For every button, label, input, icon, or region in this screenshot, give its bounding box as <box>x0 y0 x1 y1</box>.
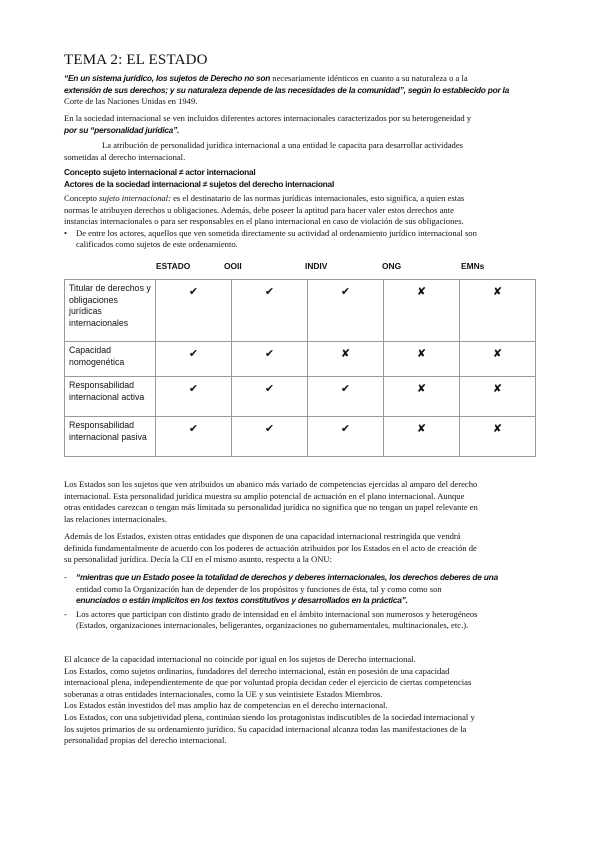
cross-icon: ✘ <box>308 342 384 377</box>
capacity-line-6: Los Estados, con una subjetividad plena, continúan siendo los protagonistas indiscutibles de la sociedad internacional y <box>64 711 475 722</box>
cross-icon: ✘ <box>460 342 536 377</box>
icj-quote-middle: entidad como la Organización han de depender de los propósitos y funciones de ésta, tal y como como son <box>76 583 442 594</box>
column-header-indiv: INDIV <box>305 261 328 271</box>
concept-paragraph <box>64 193 534 251</box>
other-entities-paragraph <box>64 531 534 566</box>
society-paragraph <box>64 113 534 136</box>
intro-quote-end: extensión de sus derechos; y su naturaleza depende de las necesidades de la comunidad”, según lo establecido por la <box>64 84 510 95</box>
states-line-2: internacional. Esta personalidad jurídica muestra su amplio potencial de actuación en el plano internacional. Aunque <box>64 490 465 501</box>
icj-quote-start: “mientras que un Estado posee la totalidad de derechos y deberes internacionales, los derechos deberes de una <box>76 572 498 582</box>
table-row <box>65 417 536 457</box>
row-label: Responsabilidad internacional activa <box>65 377 156 417</box>
column-header-emns: EMNs <box>461 261 485 271</box>
intro-paragraph <box>64 73 534 108</box>
table-header <box>64 261 536 275</box>
list-item <box>64 228 534 251</box>
cross-icon: ✘ <box>460 280 536 342</box>
concept-label: Concepto <box>64 193 100 203</box>
society-line: En la sociedad internacional se ven incluidos diferentes actores internacionales caracterizados por su heterogeneidad y <box>64 113 472 123</box>
cross-icon: ✘ <box>384 342 460 377</box>
intro-normal-text: necesariamente idénticos en cuanto a su naturaleza o a la <box>270 73 468 83</box>
check-icon: ✔ <box>232 280 308 342</box>
personality-highlight: por su “personalidad jurídica”. <box>64 124 180 135</box>
table-row <box>65 280 536 342</box>
cross-icon: ✘ <box>460 417 536 457</box>
column-header-ong: ONG <box>382 261 402 271</box>
actors-line-2: (Estados, organizaciones internacionales, beligerantes, organizaciones no gubernamentales, multinacionales, etc.). <box>76 620 469 631</box>
attribution-line-2: sometidas al derecho internacional. <box>64 151 186 162</box>
states-line-3: otras entidades carezcan o tengan más limitada su personalidad jurídica no significa que no tengan un papel relevante en <box>64 502 478 513</box>
check-icon: ✔ <box>156 280 232 342</box>
attribution-paragraph <box>64 140 534 163</box>
bullet-line-1: De entre los actores, aquellos que ven sometida directamente su actividad al ordenamiento jurídico internacional son <box>76 227 477 238</box>
check-icon: ✔ <box>156 342 232 377</box>
list-item <box>64 572 534 607</box>
table-row <box>65 342 536 377</box>
bullet-mark: • <box>64 227 68 238</box>
capacity-line-8: personalidad propias del derecho internacional. <box>64 735 227 746</box>
dash-mark: - <box>64 572 67 582</box>
other-entities-line-1: Además de los Estados, existen otras entidades que disponen de una capacidad internacional restringida que vendrá <box>64 531 461 541</box>
capacity-line-4: soberanas a otras entidades internacionales, como la UE y sus veintisiete Estados Miembros. <box>64 688 383 699</box>
check-icon: ✔ <box>156 417 232 457</box>
check-icon: ✔ <box>308 377 384 417</box>
cross-icon: ✘ <box>384 280 460 342</box>
heading-subject-vs-actor: Concepto sujeto internacional ≠ actor internacional <box>64 167 256 177</box>
table-row <box>65 377 536 417</box>
capacity-line-7: los sujetos primarios de su ordenamiento jurídico. Su capacidad internacional alcanza todas las manifestaciones de la <box>64 723 467 734</box>
check-icon: ✔ <box>232 377 308 417</box>
check-icon: ✔ <box>156 377 232 417</box>
check-icon: ✔ <box>308 417 384 457</box>
concept-line-3: instancias internacionales o para ser responsables en el plano internacional en caso de violación de sus obligaciones. <box>64 216 464 227</box>
states-line-1: Los Estados son los sujetos que ven atribuidos un abanico más variado de competencias ejercidas al amparo del derecho <box>64 479 478 489</box>
concept-line-2: normas le atribuyen derechos u obligaciones. Además, debe poseer la aptitud para hacer valer estos derechos ante <box>64 204 454 215</box>
intro-quote-start: “En un sistema jurídico, los sujetos de Derecho no son <box>64 73 271 83</box>
list-item <box>64 609 534 632</box>
subjects-table <box>64 261 536 457</box>
cross-icon: ✘ <box>384 417 460 457</box>
other-entities-line-2: definida fundamentalmente de acuerdo con los poderes de actuación atribuidos por los Estados en el acto de creación de <box>64 542 477 553</box>
row-label: Titular de derechos y obligaciones jurídicas internacionales <box>65 280 156 342</box>
page-title: TEMA 2: EL ESTADO <box>64 52 208 68</box>
dash-list <box>64 572 534 632</box>
capacity-line-5: Los Estados están investidos del mas amplio haz de competencias en el derecho internacional. <box>64 700 388 711</box>
capacity-line-1: El alcance de la capacidad internacional no coincide por igual en los sujetos de Derecho internacional. <box>64 654 416 664</box>
capacity-line-2: Los Estados, como sujetos ordinarios, fundadores del derecho internacional, están en posesión de una capacidad <box>64 665 450 676</box>
concept-term: sujeto internacional: <box>99 193 171 203</box>
heading-actors-vs-subjects: Actores de la sociedad internacional ≠ sujetos del derecho internacional <box>64 178 335 189</box>
actors-line-1: Los actores que participan con distinto grado de intensidad en el ámbito internacional son numerosos y heterogéneos <box>76 608 478 619</box>
capacity-line-3: internacional plena, independientemente de que por voluntad propia decidan ceder el ejercicio de ciertas competencias <box>64 677 472 688</box>
attribution-line-1: La atribución de personalidad jurídica internacional a una entidad le capacita para desarrollar actividades <box>102 140 464 150</box>
check-icon: ✔ <box>308 280 384 342</box>
check-icon: ✔ <box>232 342 308 377</box>
intro-source: Corte de las Naciones Unidas en 1949. <box>64 96 198 107</box>
capacity-paragraph <box>64 654 534 747</box>
states-line-4: las relaciones internacionales. <box>64 513 167 524</box>
check-icon: ✔ <box>232 417 308 457</box>
row-label: Responsabilidad internacional pasiva <box>65 417 156 457</box>
dash-mark: - <box>64 608 67 619</box>
column-header-estado: ESTADO <box>156 261 191 271</box>
cross-icon: ✘ <box>384 377 460 417</box>
icj-quote-end: enunciados o están implícitos en los textos constitutivos y desarrollados en la práctica”. <box>76 595 408 606</box>
cross-icon: ✘ <box>460 377 536 417</box>
concept-line-1: es el destinatario de las normas jurídicas internacionales, esto significa, a quien estas <box>170 193 465 203</box>
states-paragraph <box>64 479 534 525</box>
row-label: Capacidad nomogenética <box>65 342 156 377</box>
concept-headings <box>64 167 534 190</box>
other-entities-line-3: su personalidad jurídica. Decía la CIJ en el mismo asunto, respecto a la ONU: <box>64 554 333 565</box>
bullet-line-2: calificados como sujetos de este ordenamiento. <box>76 239 238 250</box>
column-header-ooii: OOII <box>224 261 242 271</box>
